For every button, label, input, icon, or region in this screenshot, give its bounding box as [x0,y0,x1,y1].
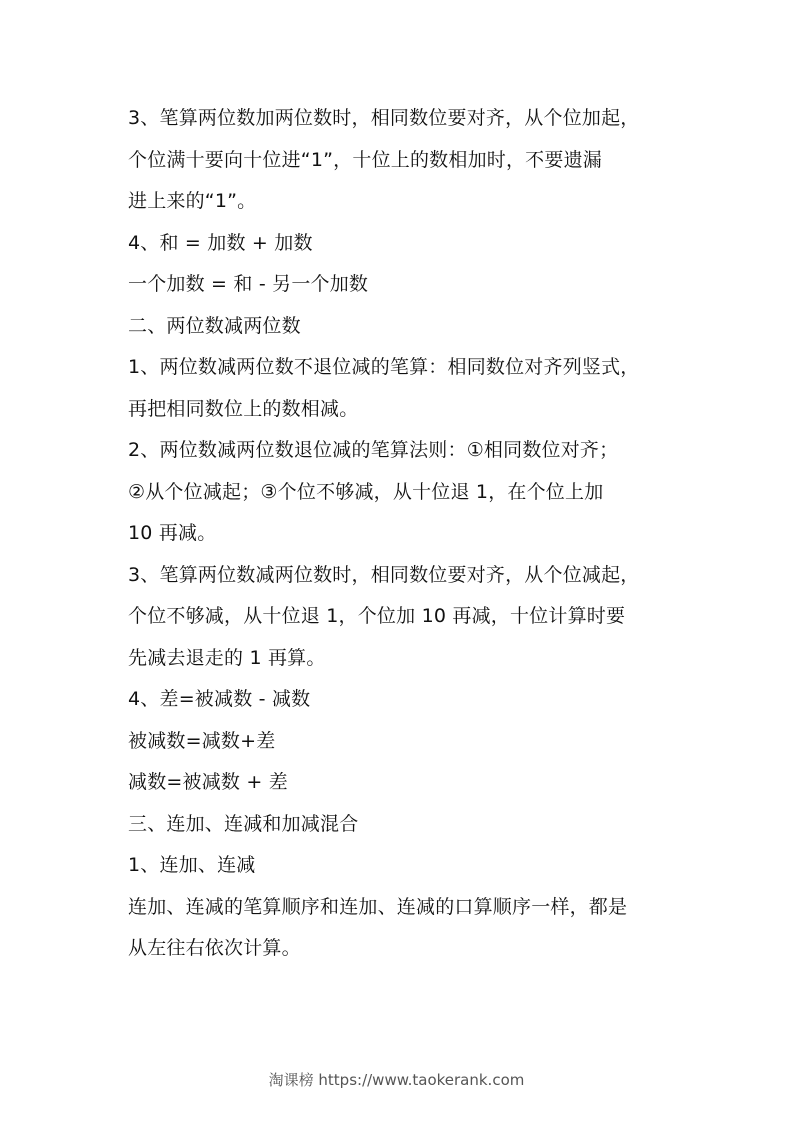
text-line: 再把相同数位上的数相减。 [128,397,359,420]
text-line: 先减去退走的 1 再算。 [128,646,326,669]
footer-watermark: 淘课榜 https://www.taokerank.com [268,1071,525,1089]
text-line: 进上来的“1”。 [128,190,257,212]
text-line: 1、两位数减两位数不退位减的笔算：相同数位对齐列竖式， [128,356,640,378]
text-line: 一个加数 = 和 - 另一个加数 [128,273,369,295]
section-heading: 二、两位数减两位数 [128,314,301,337]
text-line: 1、连加、连减 [128,854,256,876]
text-line: 从左往右依次计算。 [128,937,301,959]
document-body [128,98,673,970]
text-line: 被减数=减数+差 [128,729,276,752]
section-heading: 三、连加、连减和加减混合 [128,812,359,835]
text-line: 个位不够减，从十位退 1，个位加 10 再减，十位计算时要 [128,605,626,627]
text-line: 4、和 = 加数 + 加数 [128,231,313,254]
text-line: ②从个位减起；③个位不够减，从十位退 1，在个位上加 [128,480,604,503]
text-line: 3、笔算两位数减两位数时，相同数位要对齐，从个位减起， [128,563,640,586]
text-line: 3、笔算两位数加两位数时，相同数位要对齐，从个位加起， [128,107,640,129]
text-line: 减数=被减数 + 差 [128,771,288,793]
text-line: 10 再减。 [128,522,217,544]
text-line: 连加、连减的笔算顺序和连加、连减的口算顺序一样，都是 [128,895,628,918]
text-line: 4、差=被减数 - 减数 [128,688,311,710]
text-line: 2、两位数减两位数退位减的笔算法则：①相同数位对齐； [128,439,619,461]
text-line: 个位满十要向十位进“1”，十位上的数相加时，不要遗漏 [128,148,602,171]
